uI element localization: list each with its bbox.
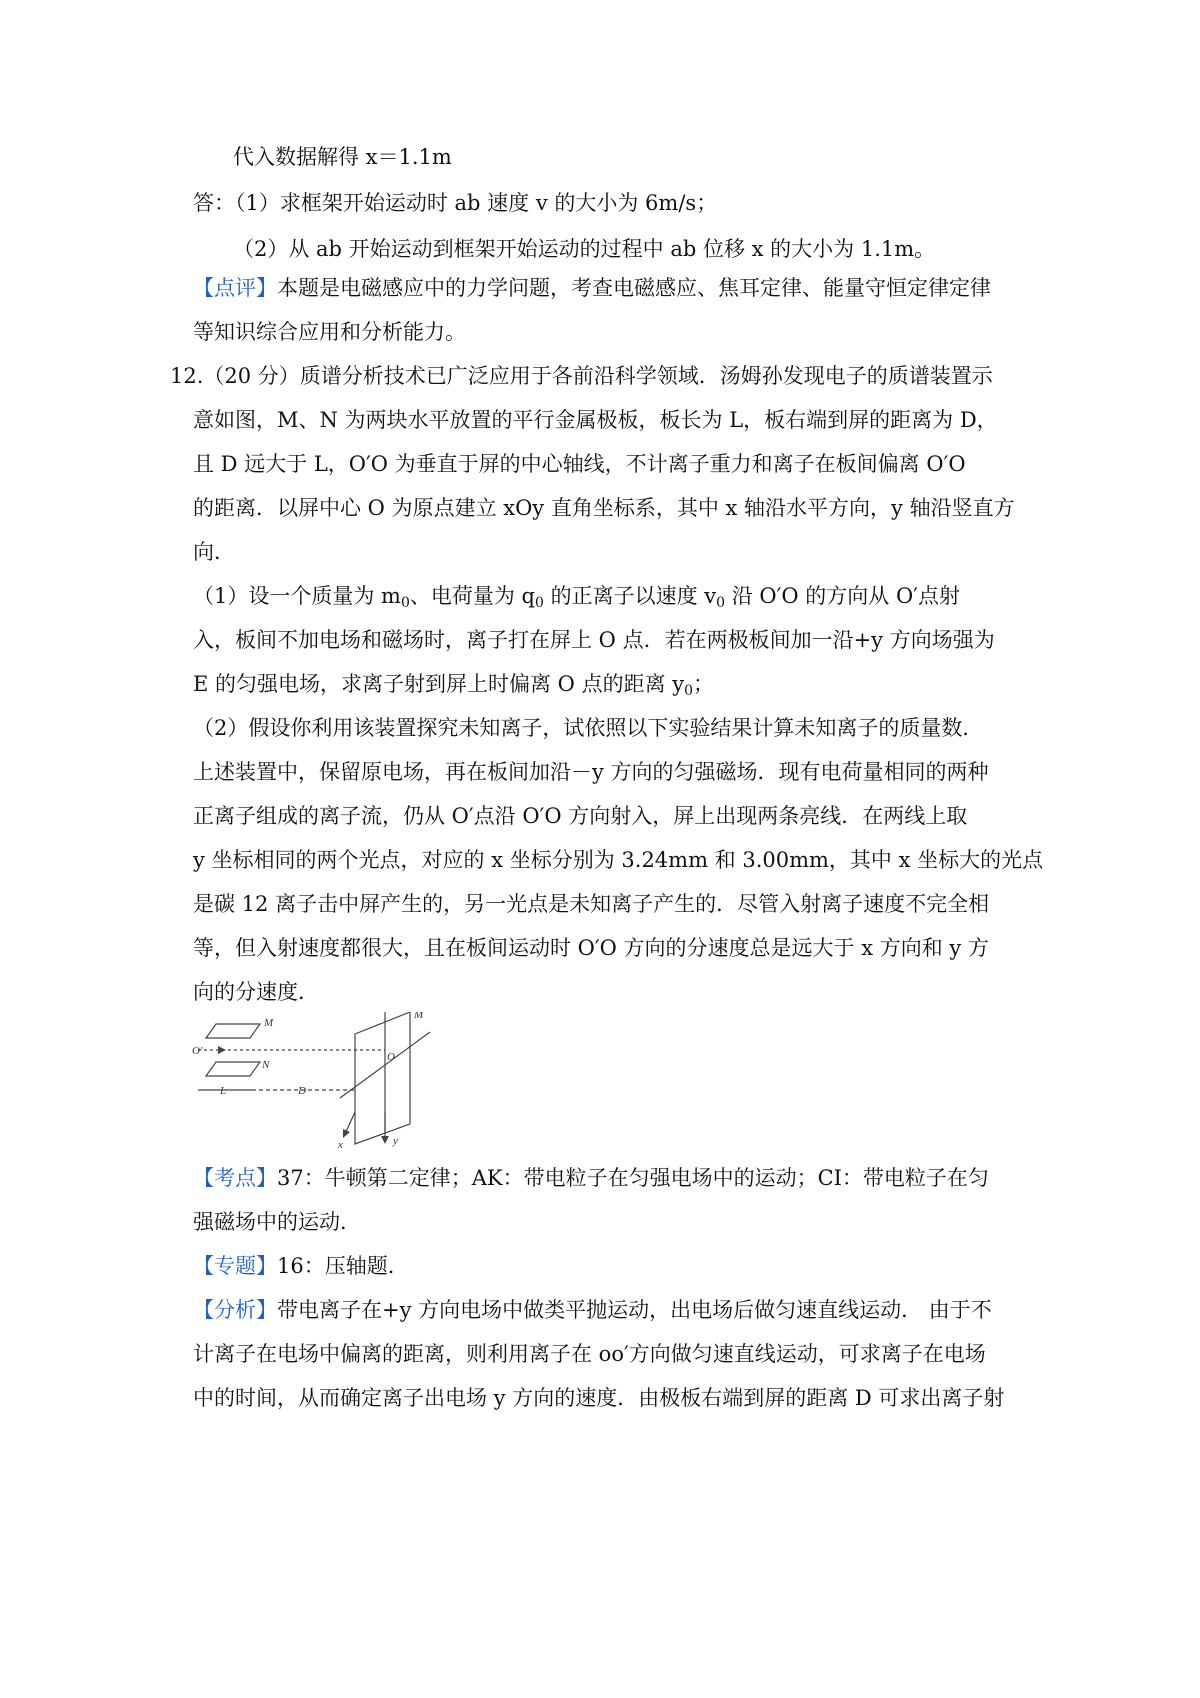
- part-2-line-7: 向的分速度．: [193, 980, 319, 1004]
- knowledge-point-line-2: 强磁场中的运动．: [193, 1210, 361, 1234]
- subscript-m0: 0: [400, 595, 410, 611]
- part-1-line-1: [193, 586, 960, 610]
- screen-frame: [355, 1012, 410, 1144]
- part-2-line-1: （2）假设你利用该装置探究未知离子，试依照以下实验结果计算未知离子的质量数．: [193, 716, 984, 740]
- y-arrow-head: [381, 1136, 389, 1144]
- part-1-line-3-text: E 的匀强电场，求离子射到屏上时偏离 O 点的距离 y: [193, 672, 685, 696]
- subscript-y0: 0: [684, 683, 694, 699]
- part-2-line-2: 上述装置中，保留原电场，再在板间加沿－y 方向的匀强磁场．现有电荷量相同的两种: [193, 760, 989, 784]
- part-1-text-b: 、电荷量为 q: [409, 584, 535, 608]
- question-12-line-3: 且 D 远大于 L，O′O 为垂直于屏的中心轴线，不计离子重力和离子在板间偏离 O′O: [193, 452, 966, 476]
- question-12-line-4: 的距离．以屏中心 O 为原点建立 xOy 直角坐标系，其中 x 轴沿水平方向，y 轴沿竖直方: [193, 496, 1015, 520]
- part-1-text-d: 沿 O′O 的方向从 O′点射: [725, 584, 960, 608]
- comment-line-1: [193, 278, 991, 299]
- text-line-1: 代入数据解得 x＝1.1m: [233, 145, 452, 169]
- comment-tag: 【点评】: [193, 276, 277, 300]
- comment-line-2: 等知识综合应用和分析能力。: [193, 320, 466, 344]
- analysis-line-1: [193, 1300, 992, 1321]
- subscript-v0: 0: [716, 595, 726, 611]
- plate-n: [206, 1062, 260, 1076]
- mass-spectrometer-diagram: [190, 1012, 440, 1152]
- topic-tag: 【专题】: [193, 1254, 277, 1278]
- answer-line-2: （2）从 ab 开始运动到框架开始运动的过程中 ab 位移 x 的大小为 1.1m。: [233, 237, 936, 261]
- part-2-line-4: y 坐标相同的两个光点，对应的 x 坐标分别为 3.24mm 和 3.00mm，其中 x 坐标大的光点: [193, 848, 1044, 872]
- knowledge-point-text: 37：牛顿第二定律；AK：带电粒子在匀强电场中的运动；CI：带电粒子在匀: [277, 1166, 989, 1190]
- label-n-plate: N: [262, 1059, 270, 1071]
- label-y: y: [393, 1135, 398, 1147]
- plate-m: [206, 1024, 260, 1038]
- analysis-text: 带电离子在+y 方向电场中做类平抛运动，出电场后做匀速直线运动． 由于不: [277, 1298, 992, 1322]
- part-1-line-3: [193, 674, 714, 698]
- part-2-line-6: 等，但入射速度都很大，且在板间运动时 O′O 方向的分速度总是远大于 x 方向和 y 方: [193, 936, 989, 960]
- beam-arrow-head: [218, 1046, 226, 1054]
- analysis-line-2: 计离子在电场中偏离的距离，则利用离子在 oo′方向做匀速直线运动，可求离子在电场: [193, 1342, 986, 1366]
- knowledge-point-tag: 【考点】: [193, 1166, 277, 1190]
- part-2-line-5: 是碳 12 离子击中屏产生的，另一光点是未知离子产生的．尽管入射离子速度不完全相: [193, 892, 990, 916]
- comment-text: 本题是电磁感应中的力学问题，考查电磁感应、焦耳定律、能量守恒定律定律: [277, 276, 991, 300]
- part-1-line-2: 入，板间不加电场和磁场时，离子打在屏上 O 点．若在两极板间加一沿+y 方向场强为: [193, 628, 995, 652]
- question-12-line-2: 意如图，M、N 为两块水平放置的平行金属极板，板长为 L，板右端到屏的距离为 D，: [193, 408, 998, 432]
- answer-line-1: 答：（1）求框架开始运动时 ab 速度 v 的大小为 6m/s；: [193, 191, 718, 215]
- analysis-tag: 【分析】: [193, 1298, 277, 1322]
- label-o-prime: O′: [192, 1045, 203, 1057]
- part-2-line-3: 正离子组成的离子流，仍从 O′点沿 O′O 方向射入，屏上出现两条亮线．在两线上取: [193, 804, 968, 828]
- label-l: L: [220, 1085, 227, 1097]
- label-o: O: [387, 1051, 395, 1063]
- topic-line: [193, 1256, 409, 1277]
- question-12-line-1: 12.（20 分）质谱分析技术已广泛应用于各前沿科学领域．汤姆孙发现电子的质谱装置示: [170, 364, 993, 388]
- label-m-plate: M: [264, 1017, 274, 1029]
- analysis-line-3: 中的时间，从而确定离子出电场 y 方向的速度．由极板右端到屏的距离 D 可求出离子射: [193, 1386, 1005, 1410]
- part-1-line-3-end: ；: [693, 672, 715, 696]
- knowledge-point-line-1: [193, 1168, 989, 1189]
- subscript-q0: 0: [535, 595, 544, 611]
- label-m-screen: M: [414, 1012, 424, 1021]
- diagram-svg: [190, 1012, 440, 1152]
- label-x: x: [338, 1139, 343, 1151]
- question-12-line-5: 向．: [193, 540, 235, 564]
- label-d: D: [298, 1085, 306, 1097]
- topic-text: 16：压轴题．: [277, 1254, 409, 1278]
- part-1-text-c: 的正离子以速度 v: [543, 584, 717, 608]
- part-1-text-a: （1）设一个质量为 m: [193, 584, 401, 608]
